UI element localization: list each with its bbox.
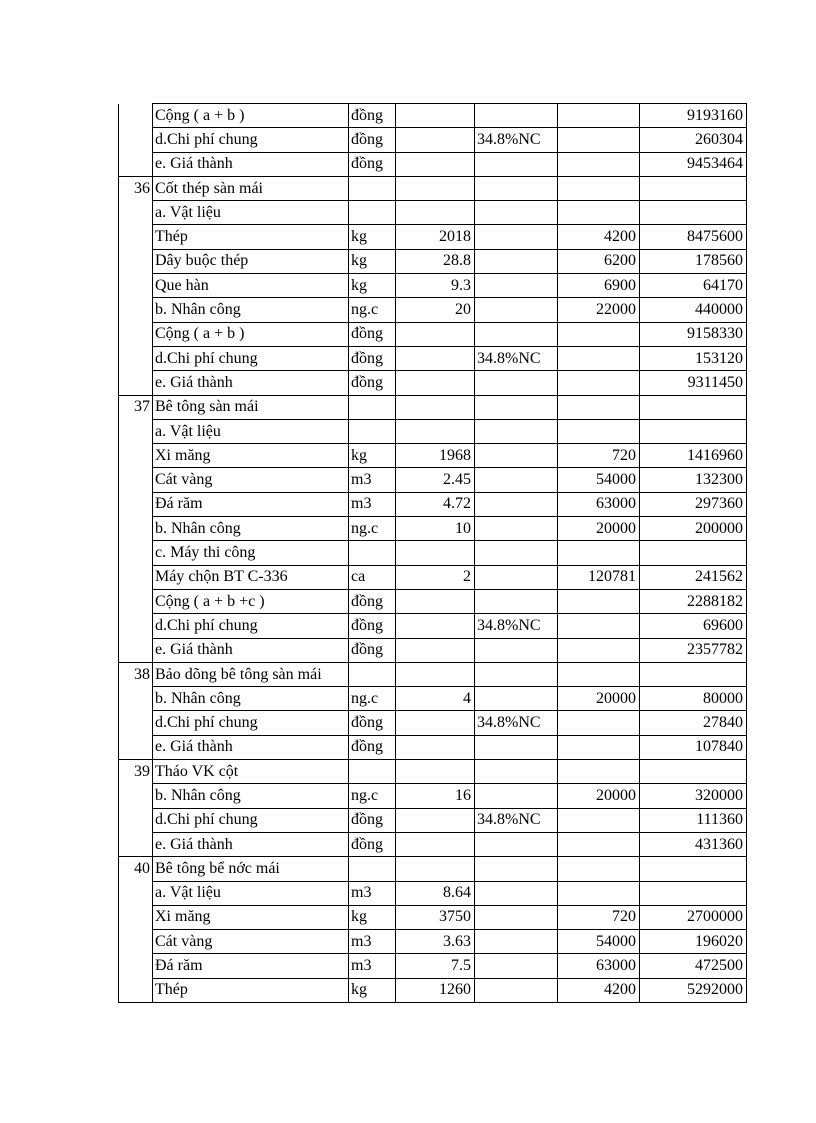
quantity-cell xyxy=(396,808,475,832)
item-number-cell xyxy=(119,881,153,905)
unit-cell: đồng xyxy=(349,152,396,176)
total-cell: 132300 xyxy=(640,468,747,492)
item-number-cell xyxy=(119,589,153,613)
total-cell: 431360 xyxy=(640,832,747,856)
rate-cell xyxy=(475,784,558,808)
item-number-cell xyxy=(119,298,153,322)
table-row xyxy=(119,735,747,759)
item-number-cell xyxy=(119,419,153,443)
rate-cell xyxy=(475,152,558,176)
unit-price-cell xyxy=(558,881,640,905)
item-number-cell xyxy=(119,371,153,395)
table-row xyxy=(119,176,747,200)
rate-cell xyxy=(475,905,558,929)
total-cell: 2700000 xyxy=(640,905,747,929)
unit-cell: đồng xyxy=(349,128,396,152)
unit-price-cell xyxy=(558,638,640,662)
description-cell: Thép xyxy=(153,225,349,249)
unit-cell: đồng xyxy=(349,614,396,638)
quantity-cell xyxy=(396,176,475,200)
description-cell: Máy chộn BT C-336 xyxy=(153,565,349,589)
rate-cell xyxy=(475,225,558,249)
unit-cell xyxy=(349,541,396,565)
unit-cell: ca xyxy=(349,565,396,589)
description-cell: Cát vàng xyxy=(153,930,349,954)
quantity-cell xyxy=(396,857,475,881)
quantity-cell xyxy=(396,735,475,759)
description-cell: d.Chi phí chung xyxy=(153,346,349,370)
quantity-cell xyxy=(396,832,475,856)
item-number-cell: 39 xyxy=(119,760,153,784)
table-row xyxy=(119,614,747,638)
item-number-cell xyxy=(119,687,153,711)
description-cell: d.Chi phí chung xyxy=(153,128,349,152)
rate-cell xyxy=(475,760,558,784)
quantity-cell: 1260 xyxy=(396,978,475,1002)
item-number-cell xyxy=(119,832,153,856)
table-row xyxy=(119,201,747,225)
description-cell: Xi măng xyxy=(153,444,349,468)
quantity-cell xyxy=(396,395,475,419)
rate-cell xyxy=(475,371,558,395)
unit-cell: đồng xyxy=(349,322,396,346)
total-cell: 69600 xyxy=(640,614,747,638)
quantity-cell xyxy=(396,711,475,735)
item-number-cell xyxy=(119,735,153,759)
rate-cell xyxy=(475,104,558,128)
unit-price-cell xyxy=(558,735,640,759)
unit-cell: ng.c xyxy=(349,517,396,541)
unit-price-cell: 6200 xyxy=(558,249,640,273)
unit-price-cell: 720 xyxy=(558,444,640,468)
rate-cell xyxy=(475,978,558,1002)
unit-price-cell xyxy=(558,371,640,395)
quantity-cell: 3750 xyxy=(396,905,475,929)
item-number-cell xyxy=(119,444,153,468)
rate-cell xyxy=(475,687,558,711)
item-number-cell xyxy=(119,541,153,565)
quantity-cell xyxy=(396,104,475,128)
description-cell: Que hàn xyxy=(153,274,349,298)
table-row xyxy=(119,274,747,298)
rate-cell: 34.8%NC xyxy=(475,128,558,152)
unit-cell xyxy=(349,760,396,784)
total-cell: 153120 xyxy=(640,346,747,370)
unit-price-cell: 20000 xyxy=(558,687,640,711)
quantity-cell: 16 xyxy=(396,784,475,808)
quantity-cell xyxy=(396,152,475,176)
total-cell xyxy=(640,395,747,419)
item-number-cell xyxy=(119,249,153,273)
description-cell: a. Vật liệu xyxy=(153,419,349,443)
unit-cell xyxy=(349,176,396,200)
unit-price-cell xyxy=(558,832,640,856)
total-cell xyxy=(640,419,747,443)
quantity-cell xyxy=(396,128,475,152)
item-number-cell xyxy=(119,614,153,638)
unit-cell: đồng xyxy=(349,104,396,128)
total-cell: 5292000 xyxy=(640,978,747,1002)
description-cell: c. Máy thi công xyxy=(153,541,349,565)
quantity-cell xyxy=(396,589,475,613)
quantity-cell xyxy=(396,371,475,395)
description-cell: e. Giá thành xyxy=(153,735,349,759)
unit-price-cell xyxy=(558,857,640,881)
table-row xyxy=(119,784,747,808)
table-row xyxy=(119,371,747,395)
unit-cell: đồng xyxy=(349,638,396,662)
unit-price-cell xyxy=(558,104,640,128)
unit-cell: ng.c xyxy=(349,784,396,808)
quantity-cell xyxy=(396,760,475,784)
unit-cell: đồng xyxy=(349,832,396,856)
table-row xyxy=(119,346,747,370)
description-cell: b. Nhân công xyxy=(153,687,349,711)
description-cell: Đá răm xyxy=(153,492,349,516)
quantity-cell: 8.64 xyxy=(396,881,475,905)
unit-price-cell xyxy=(558,128,640,152)
unit-cell: đồng xyxy=(349,808,396,832)
item-number-cell xyxy=(119,954,153,978)
quantity-cell xyxy=(396,322,475,346)
total-cell: 9193160 xyxy=(640,104,747,128)
item-number-cell xyxy=(119,638,153,662)
description-cell: Thép xyxy=(153,978,349,1002)
unit-price-cell: 54000 xyxy=(558,930,640,954)
unit-price-cell xyxy=(558,711,640,735)
unit-cell: kg xyxy=(349,905,396,929)
unit-cell xyxy=(349,419,396,443)
unit-cell: m3 xyxy=(349,930,396,954)
quantity-cell: 4 xyxy=(396,687,475,711)
unit-price-cell: 63000 xyxy=(558,492,640,516)
item-number-cell: 36 xyxy=(119,176,153,200)
total-cell xyxy=(640,760,747,784)
unit-price-cell xyxy=(558,152,640,176)
unit-cell: m3 xyxy=(349,492,396,516)
unit-cell: m3 xyxy=(349,881,396,905)
unit-cell: m3 xyxy=(349,954,396,978)
rate-cell xyxy=(475,444,558,468)
rate-cell xyxy=(475,930,558,954)
description-cell: e. Giá thành xyxy=(153,152,349,176)
cost-estimate-table xyxy=(118,103,747,1003)
rate-cell xyxy=(475,735,558,759)
item-number-cell: 38 xyxy=(119,662,153,686)
item-number-cell xyxy=(119,492,153,516)
item-number-cell xyxy=(119,128,153,152)
quantity-cell: 9.3 xyxy=(396,274,475,298)
rate-cell xyxy=(475,589,558,613)
description-cell: Bảo dõng bê tông sàn mái xyxy=(153,662,349,686)
table-row xyxy=(119,954,747,978)
unit-cell: kg xyxy=(349,225,396,249)
table-row xyxy=(119,760,747,784)
quantity-cell: 20 xyxy=(396,298,475,322)
unit-price-cell xyxy=(558,614,640,638)
table-row xyxy=(119,565,747,589)
unit-cell: đồng xyxy=(349,711,396,735)
rate-cell xyxy=(475,881,558,905)
unit-price-cell xyxy=(558,419,640,443)
total-cell: 111360 xyxy=(640,808,747,832)
total-cell: 2357782 xyxy=(640,638,747,662)
quantity-cell: 10 xyxy=(396,517,475,541)
total-cell xyxy=(640,662,747,686)
total-cell: 107840 xyxy=(640,735,747,759)
description-cell: e. Giá thành xyxy=(153,638,349,662)
item-number-cell xyxy=(119,104,153,128)
quantity-cell: 2018 xyxy=(396,225,475,249)
unit-cell: đồng xyxy=(349,346,396,370)
rate-cell xyxy=(475,176,558,200)
rate-cell xyxy=(475,565,558,589)
total-cell: 8475600 xyxy=(640,225,747,249)
total-cell xyxy=(640,541,747,565)
unit-price-cell: 120781 xyxy=(558,565,640,589)
unit-cell xyxy=(349,201,396,225)
description-cell: d.Chi phí chung xyxy=(153,614,349,638)
unit-cell xyxy=(349,857,396,881)
unit-cell xyxy=(349,395,396,419)
unit-cell: đồng xyxy=(349,735,396,759)
total-cell: 9311450 xyxy=(640,371,747,395)
unit-price-cell xyxy=(558,322,640,346)
quantity-cell xyxy=(396,419,475,443)
description-cell: d.Chi phí chung xyxy=(153,808,349,832)
item-number-cell xyxy=(119,201,153,225)
unit-cell: ng.c xyxy=(349,298,396,322)
unit-price-cell: 22000 xyxy=(558,298,640,322)
description-cell: b. Nhân công xyxy=(153,517,349,541)
rate-cell xyxy=(475,954,558,978)
table-row xyxy=(119,541,747,565)
rate-cell xyxy=(475,419,558,443)
unit-cell xyxy=(349,662,396,686)
item-number-cell xyxy=(119,808,153,832)
description-cell: a. Vật liệu xyxy=(153,881,349,905)
description-cell: b. Nhân công xyxy=(153,298,349,322)
rate-cell xyxy=(475,298,558,322)
item-number-cell xyxy=(119,322,153,346)
table-row xyxy=(119,808,747,832)
table-body xyxy=(119,104,747,1003)
unit-price-cell xyxy=(558,176,640,200)
total-cell xyxy=(640,881,747,905)
item-number-cell: 37 xyxy=(119,395,153,419)
description-cell: d.Chi phí chung xyxy=(153,711,349,735)
description-cell: e. Giá thành xyxy=(153,832,349,856)
total-cell: 80000 xyxy=(640,687,747,711)
unit-price-cell: 63000 xyxy=(558,954,640,978)
description-cell: Bê tông bể nớc mái xyxy=(153,857,349,881)
description-cell: a. Vật liệu xyxy=(153,201,349,225)
table-row xyxy=(119,444,747,468)
total-cell: 320000 xyxy=(640,784,747,808)
item-number-cell xyxy=(119,784,153,808)
item-number-cell xyxy=(119,711,153,735)
quantity-cell xyxy=(396,201,475,225)
table-row xyxy=(119,517,747,541)
total-cell: 196020 xyxy=(640,930,747,954)
table-row xyxy=(119,492,747,516)
quantity-cell xyxy=(396,662,475,686)
table-row xyxy=(119,298,747,322)
description-cell: Cộng ( a + b ) xyxy=(153,322,349,346)
rate-cell xyxy=(475,249,558,273)
rate-cell xyxy=(475,322,558,346)
rate-cell xyxy=(475,517,558,541)
rate-cell: 34.8%NC xyxy=(475,808,558,832)
total-cell: 472500 xyxy=(640,954,747,978)
table-row xyxy=(119,832,747,856)
rate-cell: 34.8%NC xyxy=(475,711,558,735)
table-row xyxy=(119,589,747,613)
quantity-cell: 4.72 xyxy=(396,492,475,516)
item-number-cell xyxy=(119,978,153,1002)
quantity-cell: 2.45 xyxy=(396,468,475,492)
item-number-cell xyxy=(119,930,153,954)
total-cell: 297360 xyxy=(640,492,747,516)
unit-price-cell: 720 xyxy=(558,905,640,929)
rate-cell xyxy=(475,857,558,881)
quantity-cell xyxy=(396,614,475,638)
rate-cell xyxy=(475,492,558,516)
unit-cell: kg xyxy=(349,444,396,468)
quantity-cell xyxy=(396,541,475,565)
rate-cell xyxy=(475,662,558,686)
unit-cell: kg xyxy=(349,978,396,1002)
item-number-cell xyxy=(119,152,153,176)
table-row xyxy=(119,638,747,662)
rate-cell xyxy=(475,832,558,856)
total-cell xyxy=(640,201,747,225)
table-row xyxy=(119,978,747,1002)
rate-cell xyxy=(475,395,558,419)
table-row xyxy=(119,468,747,492)
table-row xyxy=(119,152,747,176)
item-number-cell xyxy=(119,565,153,589)
table-row xyxy=(119,419,747,443)
unit-cell: kg xyxy=(349,274,396,298)
table-row xyxy=(119,662,747,686)
total-cell: 9453464 xyxy=(640,152,747,176)
description-cell: Tháo VK cột xyxy=(153,760,349,784)
description-cell: Cát vàng xyxy=(153,468,349,492)
description-cell: Cốt thép sàn mái xyxy=(153,176,349,200)
rate-cell: 34.8%NC xyxy=(475,346,558,370)
rate-cell: 34.8%NC xyxy=(475,614,558,638)
table-row xyxy=(119,711,747,735)
total-cell: 1416960 xyxy=(640,444,747,468)
table-row xyxy=(119,322,747,346)
unit-price-cell xyxy=(558,201,640,225)
quantity-cell xyxy=(396,638,475,662)
rate-cell xyxy=(475,274,558,298)
item-number-cell xyxy=(119,225,153,249)
rate-cell xyxy=(475,638,558,662)
total-cell: 2288182 xyxy=(640,589,747,613)
unit-price-cell xyxy=(558,662,640,686)
unit-price-cell xyxy=(558,346,640,370)
quantity-cell: 7.5 xyxy=(396,954,475,978)
total-cell: 260304 xyxy=(640,128,747,152)
unit-price-cell xyxy=(558,541,640,565)
table-row xyxy=(119,905,747,929)
description-cell: Đá răm xyxy=(153,954,349,978)
unit-price-cell: 54000 xyxy=(558,468,640,492)
unit-price-cell: 4200 xyxy=(558,978,640,1002)
total-cell xyxy=(640,176,747,200)
rate-cell xyxy=(475,541,558,565)
total-cell: 9158330 xyxy=(640,322,747,346)
table-row xyxy=(119,881,747,905)
table-row xyxy=(119,249,747,273)
total-cell: 200000 xyxy=(640,517,747,541)
rate-cell xyxy=(475,468,558,492)
table-row xyxy=(119,687,747,711)
item-number-cell: 40 xyxy=(119,857,153,881)
table-row xyxy=(119,857,747,881)
unit-cell: đồng xyxy=(349,589,396,613)
total-cell: 440000 xyxy=(640,298,747,322)
unit-cell: m3 xyxy=(349,468,396,492)
unit-cell: kg xyxy=(349,249,396,273)
description-cell: e. Giá thành xyxy=(153,371,349,395)
quantity-cell: 1968 xyxy=(396,444,475,468)
total-cell: 241562 xyxy=(640,565,747,589)
unit-price-cell xyxy=(558,395,640,419)
unit-cell: ng.c xyxy=(349,687,396,711)
unit-price-cell xyxy=(558,808,640,832)
unit-price-cell: 4200 xyxy=(558,225,640,249)
unit-price-cell: 20000 xyxy=(558,784,640,808)
quantity-cell: 3.63 xyxy=(396,930,475,954)
quantity-cell: 2 xyxy=(396,565,475,589)
description-cell: Xi măng xyxy=(153,905,349,929)
quantity-cell: 28.8 xyxy=(396,249,475,273)
quantity-cell xyxy=(396,346,475,370)
unit-price-cell: 20000 xyxy=(558,517,640,541)
table-row xyxy=(119,930,747,954)
total-cell xyxy=(640,857,747,881)
description-cell: Cộng ( a + b +c ) xyxy=(153,589,349,613)
total-cell: 178560 xyxy=(640,249,747,273)
total-cell: 64170 xyxy=(640,274,747,298)
description-cell: Dây buộc thép xyxy=(153,249,349,273)
table-row xyxy=(119,128,747,152)
description-cell: Cộng ( a + b ) xyxy=(153,104,349,128)
item-number-cell xyxy=(119,468,153,492)
table-row xyxy=(119,104,747,128)
unit-price-cell: 6900 xyxy=(558,274,640,298)
description-cell: Bê tông sàn mái xyxy=(153,395,349,419)
table-row xyxy=(119,225,747,249)
unit-price-cell xyxy=(558,760,640,784)
item-number-cell xyxy=(119,905,153,929)
unit-price-cell xyxy=(558,589,640,613)
item-number-cell xyxy=(119,517,153,541)
unit-cell: đồng xyxy=(349,371,396,395)
item-number-cell xyxy=(119,274,153,298)
table-row xyxy=(119,395,747,419)
item-number-cell xyxy=(119,346,153,370)
rate-cell xyxy=(475,201,558,225)
description-cell: b. Nhân công xyxy=(153,784,349,808)
total-cell: 27840 xyxy=(640,711,747,735)
